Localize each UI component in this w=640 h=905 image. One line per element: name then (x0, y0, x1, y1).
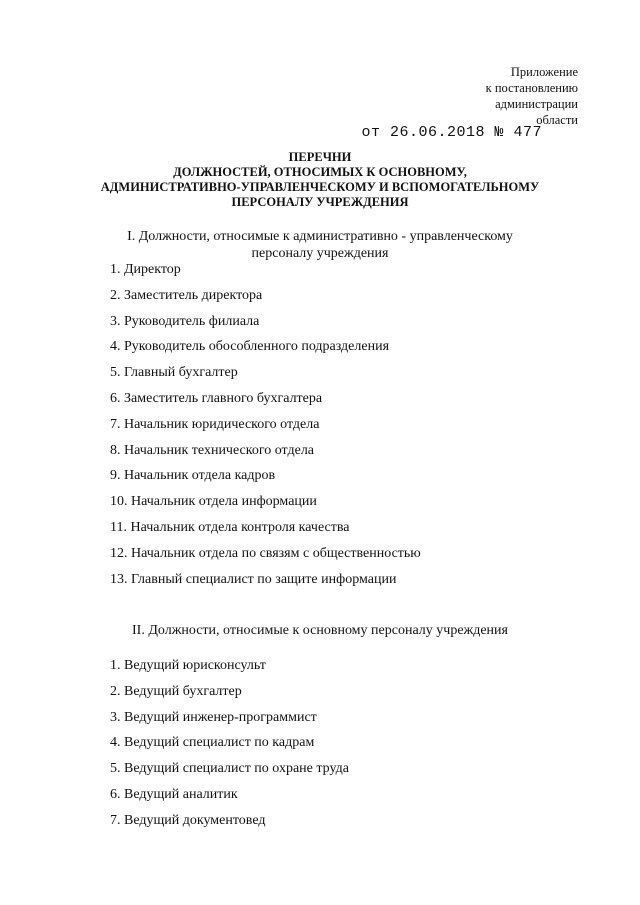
list-item: 1. Ведущий юрисконсульт (110, 658, 266, 673)
attachment-line: области (536, 113, 578, 127)
list-item: 7. Ведущий документовед (110, 812, 266, 828)
section-1-heading (0, 228, 640, 262)
list-item: 3. Ведущий инженер-программист (110, 709, 317, 725)
attachment-line: к постановлению (485, 81, 578, 95)
section-2-list (110, 657, 349, 838)
title-line: АДМИНИСТРАТИВНО-УПРАВЛЕНЧЕСКОМУ И ВСПОМОГАТЕЛЬНОМУ (100, 180, 540, 194)
list-item: 6. Ведущий аналитик (110, 786, 238, 802)
list-item: 13. Главный специалист по защите информации (110, 571, 397, 587)
section-heading-line: I. Должности, относимые к административно - управленческому (127, 229, 513, 244)
list-item: 5. Главный бухгалтер (110, 365, 238, 381)
list-item: 5. Ведущий специалист по охране труда (110, 761, 349, 777)
section-heading-line: персоналу учреждения (251, 246, 389, 261)
list-item: 2. Ведущий бухгалтер (110, 683, 242, 699)
list-item: 1. Директор (110, 262, 181, 277)
list-item: 12. Начальник отдела по связям с общественностью (110, 545, 421, 561)
document-title (0, 150, 640, 210)
title-line: ПЕРЕЧНИ (288, 150, 352, 164)
list-item: 3. Руководитель филиала (110, 313, 260, 329)
title-line: ДОЛЖНОСТЕЙ, ОТНОСИМЫХ К ОСНОВНОМУ, (173, 165, 467, 179)
title-line: ПЕРСОНАЛУ УЧРЕЖДЕНИЯ (231, 195, 409, 209)
section-1-list (110, 261, 421, 596)
list-item: 6. Заместитель главного бухгалтера (110, 390, 323, 406)
list-item: 4. Руководитель обособленного подразделения (110, 339, 390, 355)
attachment-note (486, 64, 578, 128)
list-item: 8. Начальник технического отдела (110, 442, 315, 458)
list-item: 2. Заместитель директора (110, 287, 263, 303)
list-item: 9. Начальник отдела кадров (110, 468, 276, 484)
list-item: 4. Ведущий специалист по кадрам (110, 735, 315, 751)
list-item: 10. Начальник отдела информации (110, 494, 317, 510)
decree-date-number: от 26.06.2018 № 477 (361, 124, 542, 141)
attachment-line: администрации (495, 97, 578, 111)
section-2-heading: II. Должности, относимые к основному персоналу учреждения (132, 623, 508, 638)
attachment-line: Приложение (510, 65, 578, 79)
list-item: 7. Начальник юридического отдела (110, 416, 320, 432)
list-item: 11. Начальник отдела контроля качества (110, 519, 350, 535)
